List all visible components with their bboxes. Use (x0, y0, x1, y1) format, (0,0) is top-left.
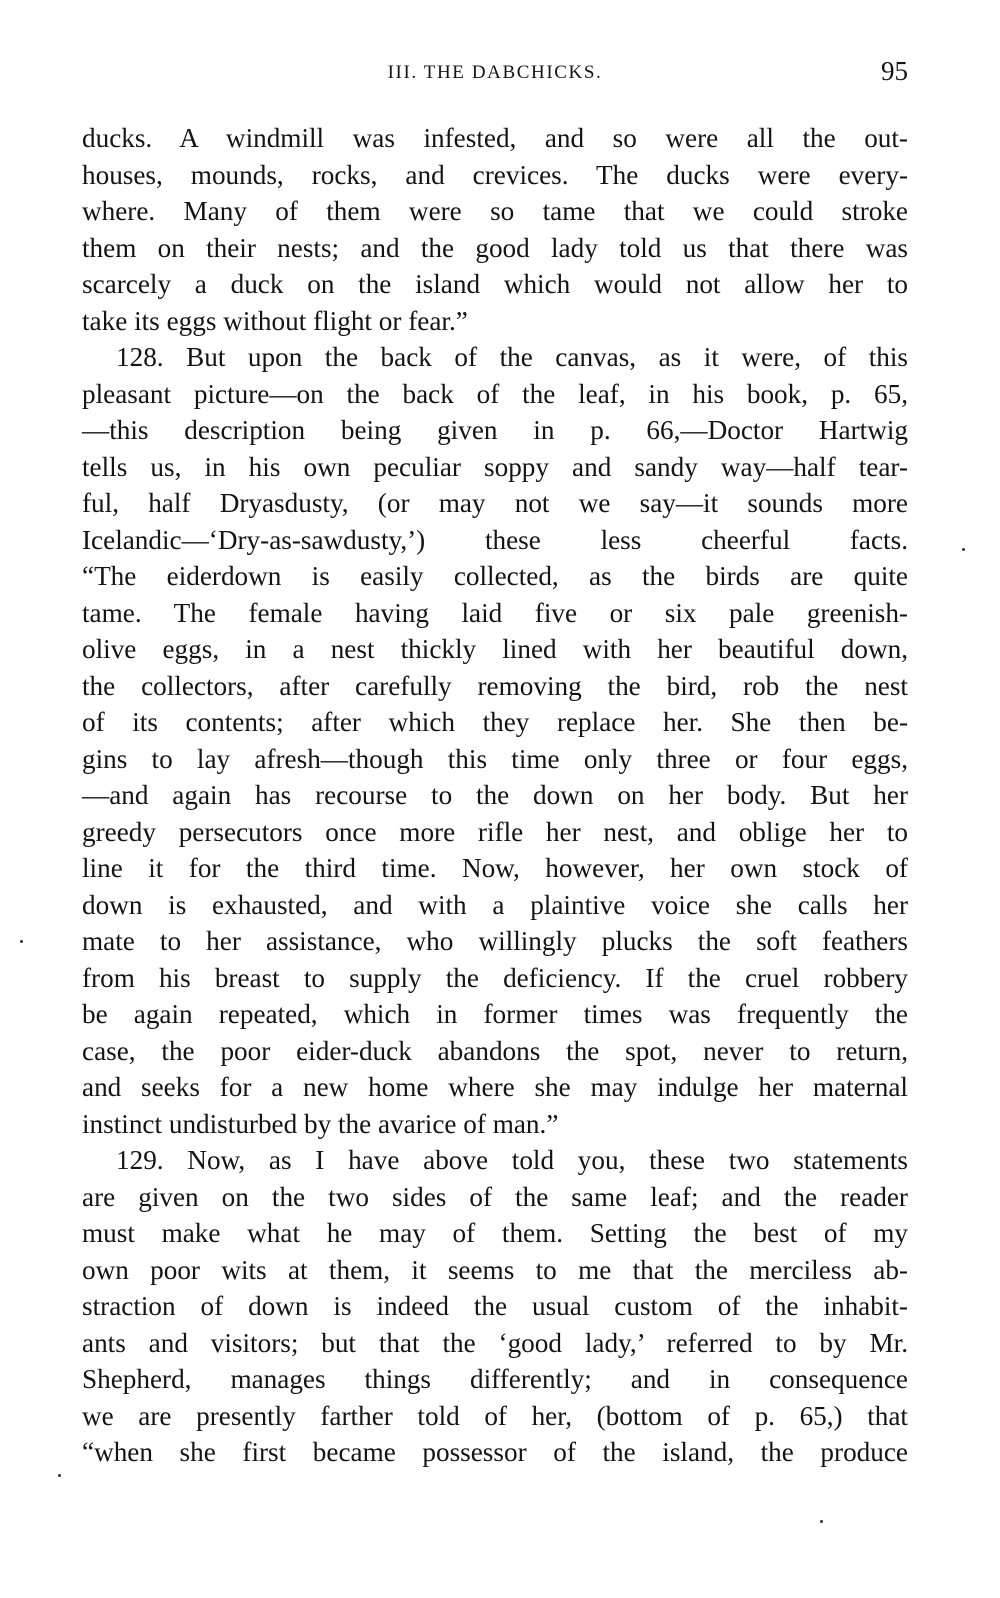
text-line: where. Many of them were so tame that we could stroke (82, 196, 908, 226)
scan-speck (58, 1474, 61, 1477)
text-line: from his breast to supply the deficiency. If the cruel robbery (82, 962, 908, 993)
text-line: be again repeated, which in former times was frequently the (82, 999, 908, 1029)
text-line: —this description being given in p. 66,—Doctor Hartwig (82, 415, 908, 445)
text-line: gins to lay afresh—though this time only three or four eggs, (82, 743, 908, 774)
text-line: pleasant picture—on the back of the leaf, in his book, p. 65, (82, 378, 908, 409)
text-line: —and again has recourse to the down on her body. But her (82, 780, 908, 810)
scan-speck (820, 1520, 823, 1523)
text-line: take its eggs without flight or fear.” (82, 305, 468, 336)
text-line: tame. The female having laid five or six pale greenish- (82, 597, 908, 628)
running-head (82, 56, 908, 90)
body-text (82, 120, 908, 1471)
text-line: line it for the third time. Now, however, her own stock of (82, 853, 908, 883)
paragraph-128-start: 128. But upon the back of the canvas, as it were, of this (116, 342, 908, 372)
text-line: down is exhausted, and with a plaintive voice she calls her (82, 889, 908, 920)
text-line: own poor wits at them, it seems to me that the merciless ab- (82, 1254, 908, 1285)
text-line: straction of down is indeed the usual custom of the inhabit- (82, 1291, 908, 1321)
text-line: olive eggs, in a nest thickly lined with her beautiful down, (82, 634, 908, 664)
text-line: ducks. A windmill was infested, and so were all the out- (82, 123, 908, 153)
text-line: of its contents; after which they replace her. She then be- (82, 707, 908, 737)
text-line: Shepherd, manages things differently; and in consequence (82, 1364, 908, 1394)
text-line: and seeks for a new home where she may indulge her maternal (82, 1072, 908, 1102)
page-number: 95 (881, 56, 908, 86)
text-line: tells us, in his own peculiar soppy and sandy way—half tear- (82, 451, 908, 482)
text-line: are given on the two sides of the same leaf; and the reader (82, 1181, 908, 1212)
text-line: scarcely a duck on the island which would not allow her to (82, 269, 908, 299)
text-line: them on their nests; and the good lady told us that there was (82, 232, 908, 263)
text-line: mate to her assistance, who willingly plucks the soft feathers (82, 926, 908, 956)
scan-speck (20, 940, 23, 943)
text-line: greedy persecutors once more rifle her nest, and oblige her to (82, 816, 908, 847)
running-title: III. THE DABCHICKS. (387, 62, 603, 83)
text-line: we are presently farther told of her, (bottom of p. 65,) that (82, 1400, 908, 1431)
scan-speck (962, 548, 965, 551)
text-line: “when she first became possessor of the island, the produce (82, 1437, 908, 1467)
text-line: case, the poor eider-duck abandons the spot, never to return, (82, 1035, 908, 1066)
text-line: Icelandic—‘Dry-as-sawdusty,’) these less cheerful facts. (82, 524, 908, 555)
text-line: ful, half Dryasdusty, (or may not we say—it sounds more (82, 488, 908, 518)
text-line: must make what he may of them. Setting the best of my (82, 1218, 908, 1248)
text-line: “The eiderdown is easily collected, as the birds are quite (82, 561, 908, 591)
text-line: ants and visitors; but that the ‘good lady,’ referred to by Mr. (82, 1327, 908, 1358)
text-line: houses, mounds, rocks, and crevices. The ducks were every- (82, 159, 908, 190)
text-line: the collectors, after carefully removing the bird, rob the nest (82, 670, 908, 701)
paragraph-129-start: 129. Now, as I have above told you, these two statements (116, 1145, 908, 1175)
text-line: instinct undisturbed by the avarice of man.” (82, 1108, 559, 1139)
